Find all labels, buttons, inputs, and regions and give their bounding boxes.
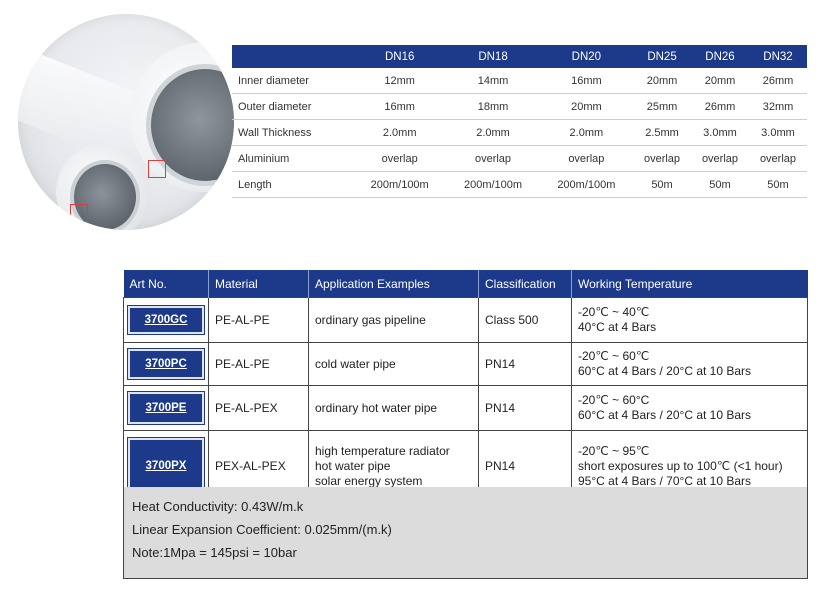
- spec-row: [232, 172, 807, 198]
- temperature-line: 40°C at 4 Bars: [578, 320, 657, 334]
- spec-cell: 26mm: [749, 68, 807, 94]
- spec-cell: 25mm: [633, 94, 691, 120]
- header-application: Application Examples: [309, 270, 479, 298]
- temperature-cell: [572, 298, 808, 343]
- header-working-temperature: Working Temperature: [572, 270, 808, 298]
- temperature-line: short exposures up to 100℃ (<1 hour): [578, 458, 783, 473]
- spec-row-label: Wall Thickness: [232, 120, 353, 146]
- spec-header-cell: DN20: [540, 45, 633, 68]
- spec-cell: 50m: [633, 172, 691, 198]
- art-no-link[interactable]: 3700PC: [128, 349, 204, 379]
- spec-cell: 2.0mm: [540, 120, 633, 146]
- detail-marker: [148, 160, 166, 178]
- spec-header-cell: DN26: [691, 45, 749, 68]
- application-cell: [309, 343, 479, 386]
- spec-cell: 20mm: [540, 94, 633, 120]
- spec-cell: 16mm: [540, 68, 633, 94]
- header-art-no: Art No.: [124, 270, 209, 298]
- temperature-cell: [572, 386, 808, 431]
- art-no-link[interactable]: 3700PX: [128, 438, 204, 494]
- spec-cell: 200m/100m: [540, 172, 633, 198]
- temperature-line: 95°C at 4 Bars / 70°C at 10 Bars: [578, 473, 752, 488]
- classification-cell: Class 500: [479, 298, 572, 343]
- pipe-cross-section-photo: [18, 14, 234, 230]
- note-pressure-conversion: Note:1Mpa = 145psi = 10bar: [132, 545, 297, 560]
- spec-cell: 18mm: [446, 94, 539, 120]
- spec-header-cell: DN25: [633, 45, 691, 68]
- spec-cell: overlap: [446, 146, 539, 172]
- spec-cell: 32mm: [749, 94, 807, 120]
- detail-marker: [70, 204, 88, 222]
- spec-cell: 2.0mm: [446, 120, 539, 146]
- spec-row-label: Inner diameter: [232, 68, 353, 94]
- temperature-line: 60°C at 4 Bars / 20°C at 10 Bars: [578, 364, 752, 378]
- spec-cell: 14mm: [446, 68, 539, 94]
- spec-header-cell: DN32: [749, 45, 807, 68]
- header-classification: Classification: [479, 270, 572, 298]
- spec-cell: overlap: [749, 146, 807, 172]
- spec-cell: 16mm: [353, 94, 446, 120]
- material-cell: PE-AL-PE: [209, 343, 309, 386]
- notes-panel: [123, 487, 808, 579]
- application-line: hot water pipe: [315, 458, 391, 473]
- spec-cell: overlap: [633, 146, 691, 172]
- spec-row-label: Length: [232, 172, 353, 198]
- spec-cell: overlap: [353, 146, 446, 172]
- spec-cell: overlap: [691, 146, 749, 172]
- spec-row: [232, 120, 807, 146]
- spec-row: [232, 68, 807, 94]
- spec-cell: 26mm: [691, 94, 749, 120]
- table-row: [124, 298, 808, 343]
- temperature-line: -20℃ ~ 40℃: [578, 305, 650, 319]
- material-cell: PE-AL-PEX: [209, 386, 309, 431]
- spec-cell: 2.0mm: [353, 120, 446, 146]
- application-cell: [309, 298, 479, 343]
- product-header-row: [124, 270, 808, 298]
- spec-header-row: [232, 45, 807, 68]
- spec-row-label: Aluminium: [232, 146, 353, 172]
- spec-cell: 3.0mm: [691, 120, 749, 146]
- temperature-line: -20℃ ~ 60℃: [578, 349, 650, 363]
- note-expansion-coefficient: Linear Expansion Coefficient: 0.025mm/(m.k): [132, 522, 392, 537]
- table-row: [124, 386, 808, 431]
- application-cell: [309, 386, 479, 431]
- classification-cell: PN14: [479, 431, 572, 502]
- dimension-spec-table: [232, 45, 807, 198]
- application-line: cold water pipe: [315, 356, 396, 371]
- spec-row: [232, 94, 807, 120]
- art-no-link[interactable]: 3700GC: [128, 306, 204, 334]
- temperature-line: 60°C at 4 Bars / 20°C at 10 Bars: [578, 408, 752, 422]
- spec-cell: overlap: [540, 146, 633, 172]
- temperature-line: -20℃ ~ 60°C: [578, 393, 650, 407]
- note-heat-conductivity: Heat Conductivity: 0.43W/m.k: [132, 499, 304, 514]
- spec-cell: 12mm: [353, 68, 446, 94]
- spec-header-blank: [232, 45, 353, 68]
- spec-cell: 3.0mm: [749, 120, 807, 146]
- product-table: [123, 270, 808, 502]
- temperature-line: -20℃ ~ 95℃: [578, 443, 650, 458]
- spec-cell: 50m: [691, 172, 749, 198]
- spec-header-cell: DN18: [446, 45, 539, 68]
- material-cell: PEX-AL-PEX: [209, 431, 309, 502]
- application-line: ordinary hot water pipe: [315, 400, 438, 415]
- table-row: [124, 343, 808, 386]
- art-no-link[interactable]: 3700PE: [128, 392, 204, 424]
- header-material: Material: [209, 270, 309, 298]
- application-line: ordinary gas pipeline: [315, 312, 426, 327]
- spec-cell: 2.5mm: [633, 120, 691, 146]
- spec-cell: 200m/100m: [446, 172, 539, 198]
- temperature-cell: [572, 343, 808, 386]
- classification-cell: PN14: [479, 343, 572, 386]
- classification-cell: PN14: [479, 386, 572, 431]
- spec-cell: 20mm: [633, 68, 691, 94]
- spec-cell: 20mm: [691, 68, 749, 94]
- material-cell: PE-AL-PE: [209, 298, 309, 343]
- spec-header-cell: DN16: [353, 45, 446, 68]
- spec-row: [232, 146, 807, 172]
- application-line: solar energy system: [315, 473, 423, 488]
- spec-cell: 50m: [749, 172, 807, 198]
- spec-row-label: Outer diameter: [232, 94, 353, 120]
- spec-cell: 200m/100m: [353, 172, 446, 198]
- application-line: high temperature radiator: [315, 443, 450, 458]
